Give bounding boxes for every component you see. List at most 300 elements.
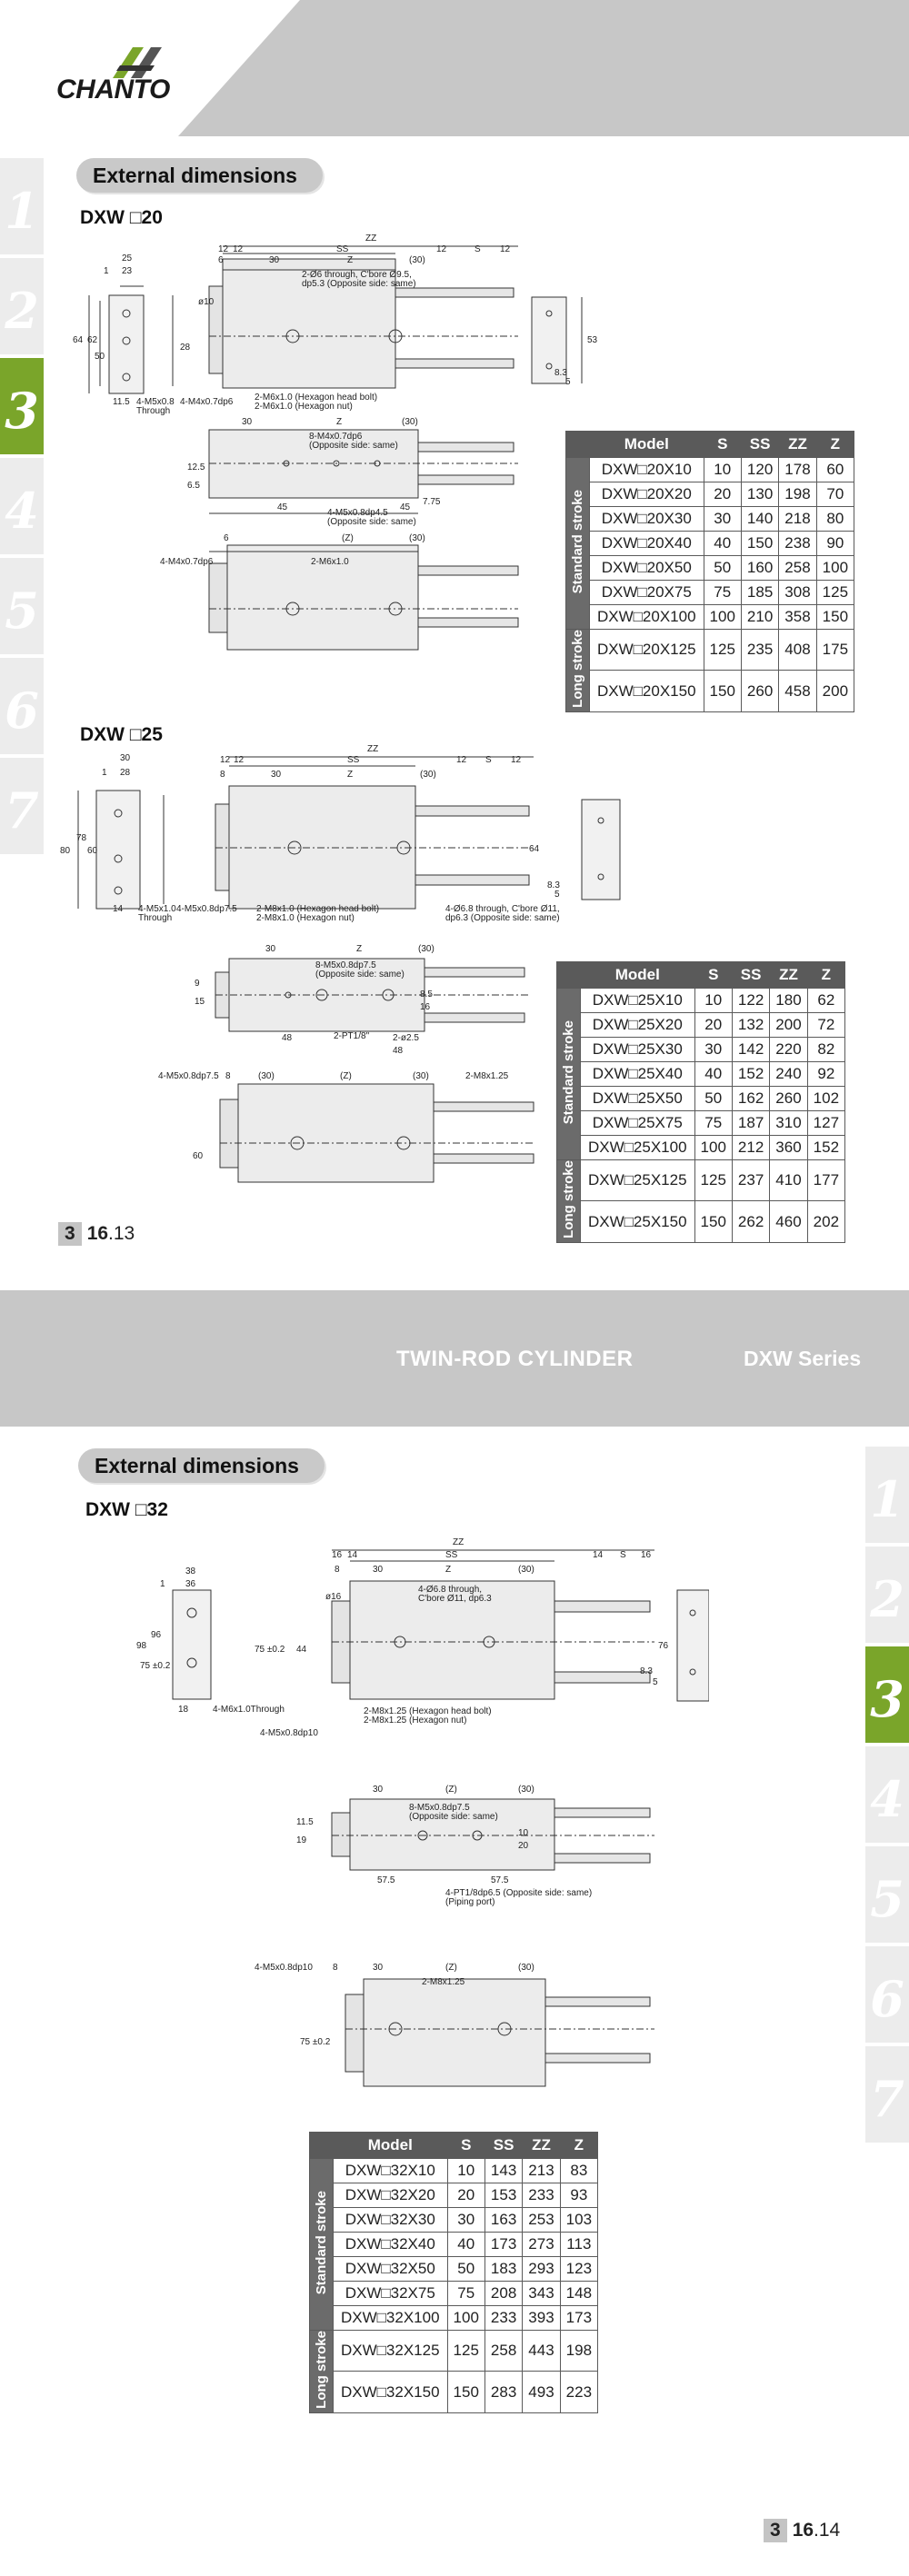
- cell-model: DXW□32X20: [334, 2183, 448, 2208]
- cell-model: DXW□20X150: [590, 671, 704, 711]
- dim-12: 12: [511, 755, 522, 765]
- chapter-tab-3[interactable]: 3: [865, 1646, 909, 1743]
- dim-6-5: 6.5: [187, 481, 200, 491]
- table-row: [557, 1062, 845, 1087]
- dim-64: 64: [73, 335, 84, 345]
- dim-60: 60: [87, 846, 98, 856]
- dim-z30: (30): [258, 1071, 275, 1081]
- cell-value: 83: [560, 2159, 597, 2183]
- table-row: [566, 532, 854, 556]
- col-ss: SS: [484, 2133, 522, 2159]
- chapter-tab-2[interactable]: 2: [865, 1547, 909, 1643]
- page-number-bottom: [764, 2519, 840, 2542]
- dim-5: 5: [554, 890, 560, 900]
- dim-53: 53: [587, 335, 598, 345]
- cell-model: DXW□32X125: [334, 2331, 448, 2372]
- dim-45: 45: [400, 502, 411, 512]
- dim-44: 44: [296, 1645, 307, 1655]
- cell-value: 75: [704, 581, 741, 605]
- dim-zz: ZZ: [367, 744, 379, 754]
- dim-60: 60: [193, 1151, 204, 1161]
- cell-value: 127: [807, 1111, 844, 1136]
- dim-30: 30: [265, 944, 276, 954]
- cell-value: 458: [779, 671, 816, 711]
- table-row: [566, 671, 854, 711]
- cell-value: 125: [694, 1160, 732, 1201]
- cell-value: 100: [816, 556, 854, 581]
- dim-z: (Z): [340, 1071, 352, 1081]
- page-main: 16: [792, 2520, 814, 2541]
- cell-model: DXW□25X50: [581, 1087, 695, 1111]
- cell-value: 30: [447, 2208, 484, 2233]
- cell-value: 143: [484, 2159, 522, 2183]
- dim-50: 50: [95, 352, 105, 362]
- model-heading-dxw20: DXW □20: [80, 207, 163, 228]
- cell-value: 100: [694, 1136, 732, 1160]
- note-m4: 4-M4x0.7dp6: [180, 397, 234, 407]
- cell-value: 92: [807, 1062, 844, 1087]
- dim-16: 16: [332, 1550, 343, 1560]
- cell-value: 283: [484, 2372, 522, 2412]
- dim-z: (Z): [342, 533, 354, 543]
- dim-14: 14: [593, 1550, 604, 1560]
- series-band-title: TWIN-ROD CYLINDER: [396, 1347, 634, 1371]
- cell-value: 310: [770, 1111, 807, 1136]
- col-z: Z: [816, 432, 854, 458]
- cell-value: 187: [732, 1111, 769, 1136]
- cell-value: 125: [447, 2331, 484, 2372]
- cell-value: 198: [779, 482, 816, 507]
- note-pt: 4-PT1/8dp6.5 (Opposite side: same): [445, 1888, 593, 1898]
- cell-value: 408: [779, 630, 816, 671]
- dim-8: 8: [225, 1071, 231, 1081]
- cell-value: 30: [704, 507, 741, 532]
- table-row: [566, 630, 854, 671]
- table-body: [557, 989, 845, 1243]
- table-row: [310, 2331, 598, 2372]
- col-zz: ZZ: [770, 962, 807, 989]
- cell-value: 148: [560, 2282, 597, 2306]
- col-s: S: [447, 2133, 484, 2159]
- table-row: [310, 2372, 598, 2412]
- note-m5: 4-M5x1.0: [138, 904, 176, 914]
- note-m5: 8-M5x0.8dp7.5: [315, 960, 376, 970]
- col-model: Model: [590, 432, 704, 458]
- dim-z30: (30): [518, 1565, 534, 1575]
- table-row: [557, 989, 845, 1013]
- chapter-tab-5[interactable]: 5: [0, 558, 44, 654]
- dim-12: 12: [456, 755, 467, 765]
- note-through: 4-Ø6.8 through,: [418, 1585, 483, 1595]
- cell-model: DXW□20X100: [590, 605, 704, 630]
- note-m5: 8-M5x0.8dp7.5: [409, 1803, 470, 1813]
- group-long-stroke: Long stroke: [557, 1160, 581, 1243]
- table-row: [310, 2208, 598, 2233]
- dim-45: 45: [277, 502, 288, 512]
- dim-12: 12: [233, 244, 244, 254]
- cell-value: 125: [816, 581, 854, 605]
- cell-value: 93: [560, 2183, 597, 2208]
- note-m8: 2-M8x1.25: [422, 1977, 465, 1987]
- cell-value: 103: [560, 2208, 597, 2233]
- cell-value: 293: [523, 2257, 560, 2282]
- cell-value: 125: [704, 630, 741, 671]
- dxw20-drawing: [64, 232, 618, 654]
- cell-model: DXW□20X75: [590, 581, 704, 605]
- table-row: [557, 1038, 845, 1062]
- dim-12-5: 12.5: [187, 462, 205, 472]
- note-hexnut: 2-M8x1.25 (Hexagon nut): [364, 1716, 467, 1726]
- cell-value: 175: [816, 630, 854, 671]
- cell-value: 120: [741, 458, 778, 482]
- cell-value: 160: [741, 556, 778, 581]
- dim-30: 30: [120, 753, 131, 763]
- dim-75: 75 ±0.2: [255, 1645, 285, 1655]
- dim-8-3: 8.3: [547, 880, 560, 890]
- cell-value: 202: [807, 1201, 844, 1242]
- note-m4: 8-M4x0.7dp6: [309, 432, 363, 442]
- dim-14: 14: [347, 1550, 358, 1560]
- group-long-stroke: Long stroke: [566, 630, 590, 712]
- dim-z30: (30): [402, 417, 418, 427]
- cell-value: 70: [816, 482, 854, 507]
- cell-value: 100: [704, 605, 741, 630]
- table-row: [566, 458, 854, 482]
- dim-12: 12: [436, 244, 447, 254]
- cell-value: 102: [807, 1087, 844, 1111]
- table-row: [557, 1013, 845, 1038]
- table-row: [310, 2159, 598, 2183]
- dim-14: 14: [113, 904, 124, 914]
- note-through: dp5.3 (Opposite side: same): [302, 279, 416, 289]
- cell-value: 185: [741, 581, 778, 605]
- chapter-tab-4[interactable]: 4: [865, 1746, 909, 1843]
- dim-11-5: 11.5: [296, 1817, 314, 1827]
- note-through: C'bore Ø11, dp6.3: [418, 1594, 492, 1604]
- group-standard-stroke: Standard stroke: [566, 458, 590, 630]
- col-model: Model: [334, 2133, 448, 2159]
- dim-28: 28: [120, 768, 131, 778]
- cell-value: 200: [816, 671, 854, 711]
- dim-z30: (30): [418, 944, 435, 954]
- table-row: [566, 507, 854, 532]
- note-hexbolt: 2-M8x1.0 (Hexagon head bolt): [256, 904, 380, 914]
- cell-value: 100: [447, 2306, 484, 2331]
- note-m5: 4-M5x0.8: [136, 397, 175, 407]
- cell-value: 258: [779, 556, 816, 581]
- cell-value: 237: [732, 1160, 769, 1201]
- note-hexnut: 2-M6x1.0 (Hexagon nut): [255, 402, 353, 412]
- cell-value: 20: [704, 482, 741, 507]
- cell-model: DXW□25X150: [581, 1201, 695, 1242]
- table-row: [566, 605, 854, 630]
- cell-value: 80: [816, 507, 854, 532]
- dim-z30: (30): [413, 1071, 429, 1081]
- dim-1: 1: [160, 1579, 165, 1589]
- cell-value: 152: [732, 1062, 769, 1087]
- col-ss: SS: [741, 432, 778, 458]
- dim-76: 76: [658, 1641, 669, 1651]
- chapter-tab-1[interactable]: 1: [0, 158, 44, 254]
- cell-value: 150: [816, 605, 854, 630]
- dim-64: 64: [529, 844, 540, 854]
- cell-value: 163: [484, 2208, 522, 2233]
- dim-5: 5: [565, 377, 571, 387]
- dim-s: S: [485, 755, 492, 765]
- cell-value: 233: [523, 2183, 560, 2208]
- note-opposite: (Opposite side: same): [409, 1812, 498, 1822]
- dim-19: 19: [296, 1835, 307, 1845]
- cell-value: 410: [770, 1160, 807, 1201]
- dim-8: 8: [333, 1963, 338, 1973]
- section-title: External dimensions: [78, 1448, 325, 1483]
- dim-30: 30: [242, 417, 253, 427]
- cell-value: 62: [807, 989, 844, 1013]
- dim-10: 10: [518, 1828, 529, 1838]
- series-band: [0, 1290, 909, 1427]
- cell-value: 210: [741, 605, 778, 630]
- note-m6: 4-M6x1.0Through: [213, 1705, 285, 1715]
- cell-value: 90: [816, 532, 854, 556]
- dxw25-drawing: [56, 741, 629, 1186]
- dim-25: 25: [122, 254, 133, 264]
- note-m5: 4-M5x0.8dp7.5: [158, 1071, 219, 1081]
- dim-z30: (30): [518, 1785, 534, 1795]
- cell-value: 177: [807, 1160, 844, 1201]
- note-m4: 4-M4x0.7dp6: [160, 557, 214, 567]
- cell-value: 153: [484, 2183, 522, 2208]
- cell-value: 213: [523, 2159, 560, 2183]
- chapter-tab-5[interactable]: 5: [865, 1846, 909, 1943]
- cell-value: 173: [484, 2233, 522, 2257]
- note-m5: 4-M5x0.8dp4.5: [327, 508, 388, 518]
- cell-value: 20: [447, 2183, 484, 2208]
- table-header-row: [566, 432, 854, 458]
- dim-30: 30: [269, 255, 280, 265]
- table-row: [310, 2306, 598, 2331]
- dim-80: 80: [60, 846, 71, 856]
- cell-value: 162: [732, 1087, 769, 1111]
- table-body: [566, 458, 854, 712]
- note-port: (Piping port): [445, 1897, 495, 1907]
- cell-model: DXW□25X100: [581, 1136, 695, 1160]
- dim-z30: (30): [409, 255, 425, 265]
- cell-value: 10: [704, 458, 741, 482]
- section-title: External dimensions: [76, 158, 323, 193]
- cell-value: 262: [732, 1201, 769, 1242]
- dim-5: 5: [653, 1677, 658, 1687]
- chapter-tab-6[interactable]: 6: [0, 658, 44, 754]
- dim-s: S: [474, 244, 481, 254]
- dim-8: 8: [220, 770, 225, 780]
- dim-z: Z: [347, 255, 354, 265]
- dim-36: 36: [185, 1579, 196, 1589]
- cell-value: 260: [770, 1087, 807, 1111]
- table-row: [557, 1111, 845, 1136]
- note-through: Through: [138, 913, 173, 923]
- dim-8-5: 8.5: [420, 990, 433, 1000]
- cell-model: DXW□32X30: [334, 2208, 448, 2233]
- cell-value: 142: [732, 1038, 769, 1062]
- chapter-tab-2[interactable]: 2: [0, 258, 44, 354]
- dim-zz: ZZ: [453, 1537, 464, 1547]
- cell-value: 253: [523, 2208, 560, 2233]
- cell-value: 220: [770, 1038, 807, 1062]
- cell-model: DXW□20X30: [590, 507, 704, 532]
- cell-value: 358: [779, 605, 816, 630]
- chapter-tab-3[interactable]: 3: [0, 358, 44, 454]
- cell-value: 198: [560, 2331, 597, 2372]
- cell-value: 132: [732, 1013, 769, 1038]
- cell-value: 238: [779, 532, 816, 556]
- cell-model: DXW□25X10: [581, 989, 695, 1013]
- dxw32-spec-table: [309, 2132, 598, 2413]
- dim-z: Z: [347, 770, 354, 780]
- cell-model: DXW□25X125: [581, 1160, 695, 1201]
- dim-57-5: 57.5: [491, 1875, 509, 1885]
- chapter-tab-7[interactable]: 7: [0, 758, 44, 854]
- cell-value: 30: [694, 1038, 732, 1062]
- series-band-series: DXW Series: [744, 1347, 862, 1370]
- dim-12: 12: [234, 755, 245, 765]
- cell-value: 75: [694, 1111, 732, 1136]
- cell-value: 150: [741, 532, 778, 556]
- cell-value: 82: [807, 1038, 844, 1062]
- group-standard-stroke: Standard stroke: [310, 2159, 334, 2331]
- dim-7-75: 7.75: [423, 497, 441, 507]
- cell-value: 140: [741, 507, 778, 532]
- dim-23: 23: [122, 266, 133, 276]
- chapter-tab-1[interactable]: 1: [865, 1447, 909, 1543]
- cell-model: DXW□25X75: [581, 1111, 695, 1136]
- cell-model: DXW□25X30: [581, 1038, 695, 1062]
- dim-15: 15: [195, 997, 205, 1007]
- table-header-row: [557, 962, 845, 989]
- cell-value: 273: [523, 2233, 560, 2257]
- dim-78: 78: [76, 833, 87, 843]
- note-m8: 2-M8x1.25: [465, 1071, 509, 1081]
- cell-model: DXW□32X50: [334, 2257, 448, 2282]
- dim-6: 6: [224, 533, 229, 543]
- note-opposite: (Opposite side: same): [309, 441, 398, 451]
- dim-ss: SS: [445, 1550, 458, 1560]
- cell-value: 240: [770, 1062, 807, 1087]
- dim-75: 75 ±0.2: [140, 1661, 171, 1671]
- dim-z30: (30): [409, 533, 425, 543]
- col-z: Z: [560, 2133, 597, 2159]
- note-m5: 4-M5x0.8dp10: [255, 1963, 313, 1973]
- cell-value: 235: [741, 630, 778, 671]
- cell-value: 40: [447, 2233, 484, 2257]
- note-through: 2-Ø6 through, C'bore Ø9.5,: [302, 270, 412, 280]
- cell-value: 460: [770, 1201, 807, 1242]
- note-m6: 2-M6x1.0: [311, 557, 349, 567]
- logo-text: CHANTO: [56, 75, 170, 104]
- dim-96: 96: [151, 1630, 162, 1640]
- note-pt: 2-PT1/8": [334, 1031, 370, 1041]
- dim-12: 12: [218, 244, 229, 254]
- dim-20: 20: [518, 1841, 529, 1851]
- cell-value: 50: [694, 1087, 732, 1111]
- table-row: [557, 1160, 845, 1201]
- dim-16: 16: [641, 1550, 652, 1560]
- col-s: S: [694, 962, 732, 989]
- cell-value: 308: [779, 581, 816, 605]
- cell-value: 258: [484, 2331, 522, 2372]
- chapter-tab-6[interactable]: 6: [865, 1946, 909, 2043]
- table-row: [310, 2257, 598, 2282]
- chapter-tab-4[interactable]: 4: [0, 458, 44, 554]
- cell-value: 173: [560, 2306, 597, 2331]
- cell-value: 10: [694, 989, 732, 1013]
- table-row: [310, 2282, 598, 2306]
- dxw25-spec-table: [556, 961, 845, 1243]
- cell-value: 113: [560, 2233, 597, 2257]
- cell-value: 123: [560, 2257, 597, 2282]
- dim-d10: ø10: [198, 297, 215, 307]
- cell-model: DXW□32X40: [334, 2233, 448, 2257]
- dim-z30: (30): [420, 770, 436, 780]
- table-row: [557, 1087, 845, 1111]
- cell-value: 360: [770, 1136, 807, 1160]
- cell-value: 343: [523, 2282, 560, 2306]
- model-heading-dxw25: DXW □25: [80, 724, 163, 745]
- dim-28: 28: [180, 343, 191, 353]
- dxw32-drawing: [118, 1536, 709, 2117]
- dim-48: 48: [282, 1033, 293, 1043]
- note-through: dp6.3 (Opposite side: same): [445, 913, 560, 923]
- cell-model: DXW□25X40: [581, 1062, 695, 1087]
- cell-value: 183: [484, 2257, 522, 2282]
- table-row: [557, 1136, 845, 1160]
- cell-value: 75: [447, 2282, 484, 2306]
- cell-value: 60: [816, 458, 854, 482]
- table-row: [566, 556, 854, 581]
- dim-z: Z: [445, 1565, 452, 1575]
- dim-z: (Z): [445, 1785, 457, 1795]
- dim-8-3: 8.3: [640, 1666, 653, 1676]
- cell-value: 20: [694, 1013, 732, 1038]
- dim-z30: (30): [518, 1963, 534, 1973]
- note-through: Through: [136, 406, 171, 416]
- dim-30: 30: [271, 770, 282, 780]
- dim-11-5: 11.5: [113, 397, 130, 407]
- cell-value: 233: [484, 2306, 522, 2331]
- col-ss: SS: [732, 962, 769, 989]
- cell-model: DXW□25X20: [581, 1013, 695, 1038]
- chapter-tab-7[interactable]: 7: [865, 2046, 909, 2143]
- dim-98: 98: [136, 1641, 147, 1651]
- dim-30: 30: [373, 1963, 384, 1973]
- dim-6: 6: [218, 255, 224, 265]
- cell-model: DXW□32X10: [334, 2159, 448, 2183]
- table-row: [557, 1201, 845, 1242]
- note-opposite: (Opposite side: same): [315, 970, 405, 980]
- note-hexbolt: 2-M8x1.25 (Hexagon head bolt): [364, 1706, 492, 1716]
- cell-value: 150: [694, 1201, 732, 1242]
- cell-value: 10: [447, 2159, 484, 2183]
- cell-value: 493: [523, 2372, 560, 2412]
- dim-z: Z: [356, 944, 363, 954]
- page-header: [0, 0, 909, 136]
- dim-18: 18: [178, 1705, 189, 1715]
- table-header-row: [310, 2133, 598, 2159]
- dim-16: 16: [420, 1002, 431, 1012]
- cell-model: DXW□20X125: [590, 630, 704, 671]
- note-through: 4-Ø6.8 through, C'bore Ø11,: [445, 904, 560, 914]
- cell-value: 50: [447, 2257, 484, 2282]
- dim-48: 48: [393, 1046, 404, 1056]
